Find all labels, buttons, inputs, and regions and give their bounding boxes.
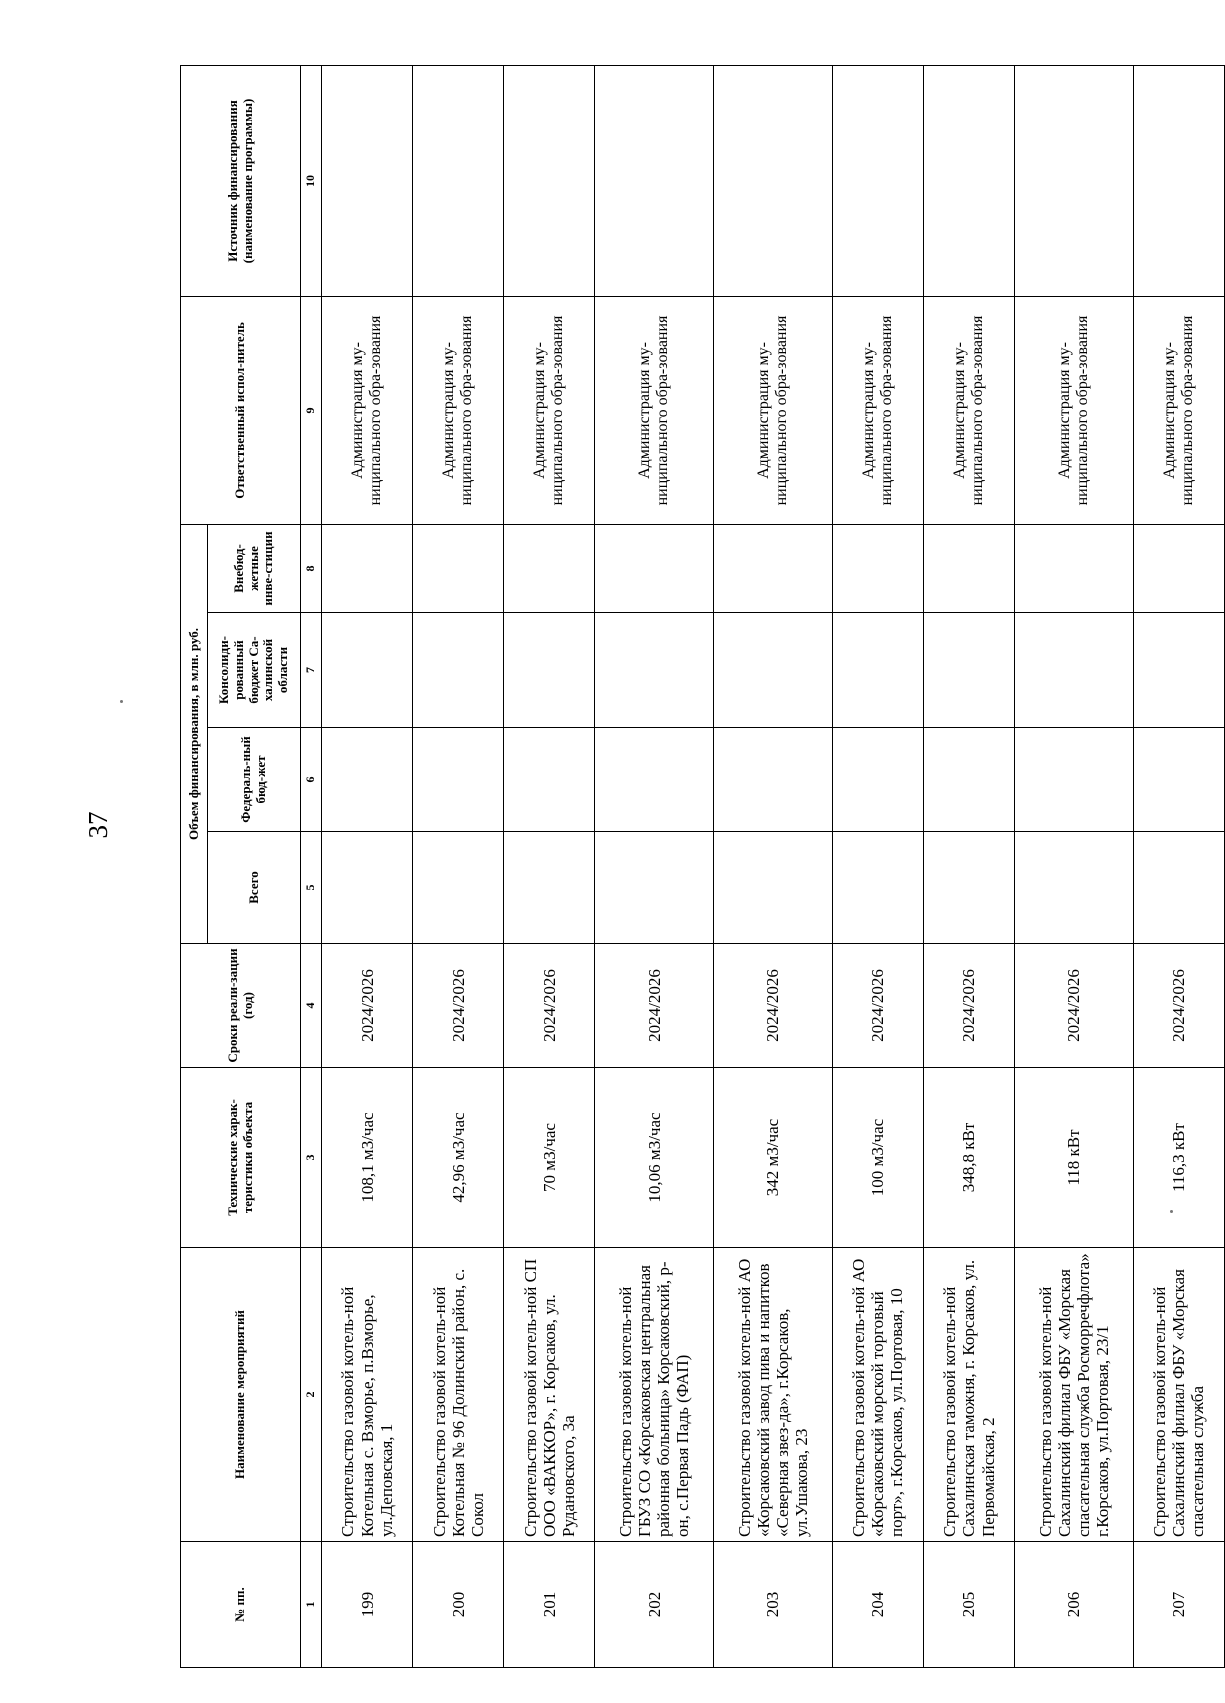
table-header bbox=[181, 65, 322, 1667]
period-cell: 2024/2026 bbox=[1133, 944, 1224, 1068]
col-number: 5 bbox=[301, 832, 322, 944]
event-name-cell: Строительство газовой котель-ной Котельная с. Взморье, п.Взморье, ул.Деповская, 1 bbox=[322, 1248, 413, 1542]
row-number-cell: 202 bbox=[595, 1542, 714, 1668]
event-name-cell: Строительство газовой котель-ной Сахалинский филиал ФБУ «Морская спасательная служба Росморречфлота» г.Корсаков, ул.Портовая, 23/1 bbox=[1015, 1248, 1134, 1542]
header-name: Наименование мероприятий bbox=[181, 1248, 301, 1542]
table-row bbox=[413, 65, 504, 1667]
table-row bbox=[1133, 65, 1224, 1667]
funding-source-cell bbox=[595, 65, 714, 296]
extrabudget-value-cell bbox=[923, 524, 1014, 612]
rotated-table-wrapper bbox=[180, 66, 1225, 1668]
federal-value-cell bbox=[832, 728, 923, 832]
total-value-cell bbox=[595, 832, 714, 944]
row-number-cell: 203 bbox=[714, 1542, 833, 1668]
responsible-cell: Администрация му-ниципального обра-зования bbox=[504, 296, 595, 524]
row-number-cell: 206 bbox=[1015, 1542, 1134, 1668]
event-name-cell: Строительство газовой котель-ной ГБУЗ СО «Корсаковская центральная районная больница» Корсаковский, р-он, с.Первая Падь (ФАП) bbox=[595, 1248, 714, 1542]
extrabudget-value-cell bbox=[413, 524, 504, 612]
responsible-cell: Администрация му-ниципального обра-зования bbox=[595, 296, 714, 524]
federal-value-cell bbox=[322, 728, 413, 832]
col-number: 3 bbox=[301, 1068, 322, 1248]
table-body bbox=[322, 65, 1225, 1667]
row-number-cell: 205 bbox=[923, 1542, 1014, 1668]
col-number: 8 bbox=[301, 524, 322, 612]
period-cell: 2024/2026 bbox=[322, 944, 413, 1068]
financing-table bbox=[180, 65, 1225, 1668]
period-cell: 2024/2026 bbox=[832, 944, 923, 1068]
total-value-cell bbox=[714, 832, 833, 944]
page-number: 37 bbox=[83, 811, 113, 839]
table-row bbox=[595, 65, 714, 1667]
responsible-cell: Администрация му-ниципального обра-зования bbox=[1015, 296, 1134, 524]
federal-value-cell bbox=[1133, 728, 1224, 832]
header-source: Источник финансирования (наименование программы) bbox=[181, 65, 301, 296]
col-number: 6 bbox=[301, 728, 322, 832]
header-total: Всего bbox=[208, 832, 301, 944]
col-number: 2 bbox=[301, 1248, 322, 1542]
extrabudget-value-cell bbox=[1015, 524, 1134, 612]
table-row bbox=[714, 65, 833, 1667]
tech-spec-cell: 116,3 кВт bbox=[1133, 1068, 1224, 1248]
header-period: Сроки реали-зации (год) bbox=[181, 944, 301, 1068]
tech-spec-cell: 70 м3/час bbox=[504, 1068, 595, 1248]
tech-spec-cell: 108,1 м3/час bbox=[322, 1068, 413, 1248]
event-name-cell: Строительство газовой котель-ной АО «Корсаковский морской торговый порт», г.Корсаков, ул.Портовая, 10 bbox=[832, 1248, 923, 1542]
consolidated-value-cell bbox=[923, 613, 1014, 728]
federal-value-cell bbox=[413, 728, 504, 832]
header-responsible: Ответственный испол-нитель bbox=[181, 296, 301, 524]
consolidated-value-cell bbox=[322, 613, 413, 728]
funding-source-cell bbox=[322, 65, 413, 296]
consolidated-value-cell bbox=[832, 613, 923, 728]
total-value-cell bbox=[923, 832, 1014, 944]
consolidated-value-cell bbox=[714, 613, 833, 728]
col-number: 10 bbox=[301, 65, 322, 296]
federal-value-cell bbox=[504, 728, 595, 832]
period-cell: 2024/2026 bbox=[504, 944, 595, 1068]
event-name-cell: Строительство газовой котель-ной Сахалинский филиал ФБУ «Морская спасательная служба bbox=[1133, 1248, 1224, 1542]
responsible-cell: Администрация му-ниципального обра-зования bbox=[923, 296, 1014, 524]
scan-speck bbox=[1170, 1210, 1173, 1213]
row-number-cell: 200 bbox=[413, 1542, 504, 1668]
header-row-1 bbox=[181, 65, 208, 1667]
funding-source-cell bbox=[714, 65, 833, 296]
period-cell: 2024/2026 bbox=[1015, 944, 1134, 1068]
tech-spec-cell: 42,96 м3/час bbox=[413, 1068, 504, 1248]
table-row bbox=[504, 65, 595, 1667]
total-value-cell bbox=[413, 832, 504, 944]
table-row bbox=[832, 65, 923, 1667]
event-name-cell: Строительство газовой котель-ной СП ООО «ВАККОР», г. Корсаков, ул. Рудановского, 3а bbox=[504, 1248, 595, 1542]
tech-spec-cell: 10,06 м3/час bbox=[595, 1068, 714, 1248]
total-value-cell bbox=[1015, 832, 1134, 944]
responsible-cell: Администрация му-ниципального обра-зования bbox=[832, 296, 923, 524]
consolidated-value-cell bbox=[595, 613, 714, 728]
extrabudget-value-cell bbox=[714, 524, 833, 612]
extrabudget-value-cell bbox=[832, 524, 923, 612]
funding-source-cell bbox=[1015, 65, 1134, 296]
col-number: 4 bbox=[301, 944, 322, 1068]
column-number-row bbox=[301, 65, 322, 1667]
responsible-cell: Администрация му-ниципального обра-зования bbox=[413, 296, 504, 524]
federal-value-cell bbox=[923, 728, 1014, 832]
header-federal: Федераль-ный бюд-жет bbox=[208, 728, 301, 832]
header-consolidated: Консолиди-рованный бюджет Са-халинской области bbox=[208, 613, 301, 728]
event-name-cell: Строительство газовой котель-ной АО «Корсаковский завод пива и напитков «Северная звез-да», г.Корсаков, ул.Ушакова, 23 bbox=[714, 1248, 833, 1542]
table-row bbox=[322, 65, 413, 1667]
total-value-cell bbox=[1133, 832, 1224, 944]
period-cell: 2024/2026 bbox=[595, 944, 714, 1068]
federal-value-cell bbox=[714, 728, 833, 832]
row-number-cell: 207 bbox=[1133, 1542, 1224, 1668]
total-value-cell bbox=[322, 832, 413, 944]
consolidated-value-cell bbox=[413, 613, 504, 728]
period-cell: 2024/2026 bbox=[413, 944, 504, 1068]
scan-speck bbox=[120, 700, 123, 703]
extrabudget-value-cell bbox=[595, 524, 714, 612]
consolidated-value-cell bbox=[504, 613, 595, 728]
header-extrabudget: Внебюд-жетные инве-стиции bbox=[208, 524, 301, 612]
funding-source-cell bbox=[1133, 65, 1224, 296]
funding-source-cell bbox=[504, 65, 595, 296]
responsible-cell: Администрация му-ниципального обра-зования bbox=[1133, 296, 1224, 524]
responsible-cell: Администрация му-ниципального обра-зования bbox=[714, 296, 833, 524]
total-value-cell bbox=[504, 832, 595, 944]
federal-value-cell bbox=[595, 728, 714, 832]
tech-spec-cell: 348,8 кВт bbox=[923, 1068, 1014, 1248]
responsible-cell: Администрация му-ниципального обра-зования bbox=[322, 296, 413, 524]
extrabudget-value-cell bbox=[322, 524, 413, 612]
consolidated-value-cell bbox=[1133, 613, 1224, 728]
table-row bbox=[1015, 65, 1134, 1667]
tech-spec-cell: 118 кВт bbox=[1015, 1068, 1134, 1248]
event-name-cell: Строительство газовой котель-ной Котельная № 96 Долинский район, с. Сокол bbox=[413, 1248, 504, 1542]
header-volume-group: Объем финансирования, в млн. руб. bbox=[181, 524, 208, 943]
funding-source-cell bbox=[413, 65, 504, 296]
event-name-cell: Строительство газовой котель-ной Сахалинская таможня, г. Корсаков, ул. Первомайская, 2 bbox=[923, 1248, 1014, 1542]
total-value-cell bbox=[832, 832, 923, 944]
col-number: 1 bbox=[301, 1542, 322, 1668]
extrabudget-value-cell bbox=[504, 524, 595, 612]
tech-spec-cell: 100 м3/час bbox=[832, 1068, 923, 1248]
col-number: 9 bbox=[301, 296, 322, 524]
funding-source-cell bbox=[923, 65, 1014, 296]
header-no: № пп. bbox=[181, 1542, 301, 1668]
table-row bbox=[923, 65, 1014, 1667]
tech-spec-cell: 342 м3/час bbox=[714, 1068, 833, 1248]
header-tech: Технические харак-теристики объекта bbox=[181, 1068, 301, 1248]
period-cell: 2024/2026 bbox=[714, 944, 833, 1068]
period-cell: 2024/2026 bbox=[923, 944, 1014, 1068]
row-number-cell: 204 bbox=[832, 1542, 923, 1668]
consolidated-value-cell bbox=[1015, 613, 1134, 728]
row-number-cell: 199 bbox=[322, 1542, 413, 1668]
funding-source-cell bbox=[832, 65, 923, 296]
extrabudget-value-cell bbox=[1133, 524, 1224, 612]
federal-value-cell bbox=[1015, 728, 1134, 832]
col-number: 7 bbox=[301, 613, 322, 728]
row-number-cell: 201 bbox=[504, 1542, 595, 1668]
